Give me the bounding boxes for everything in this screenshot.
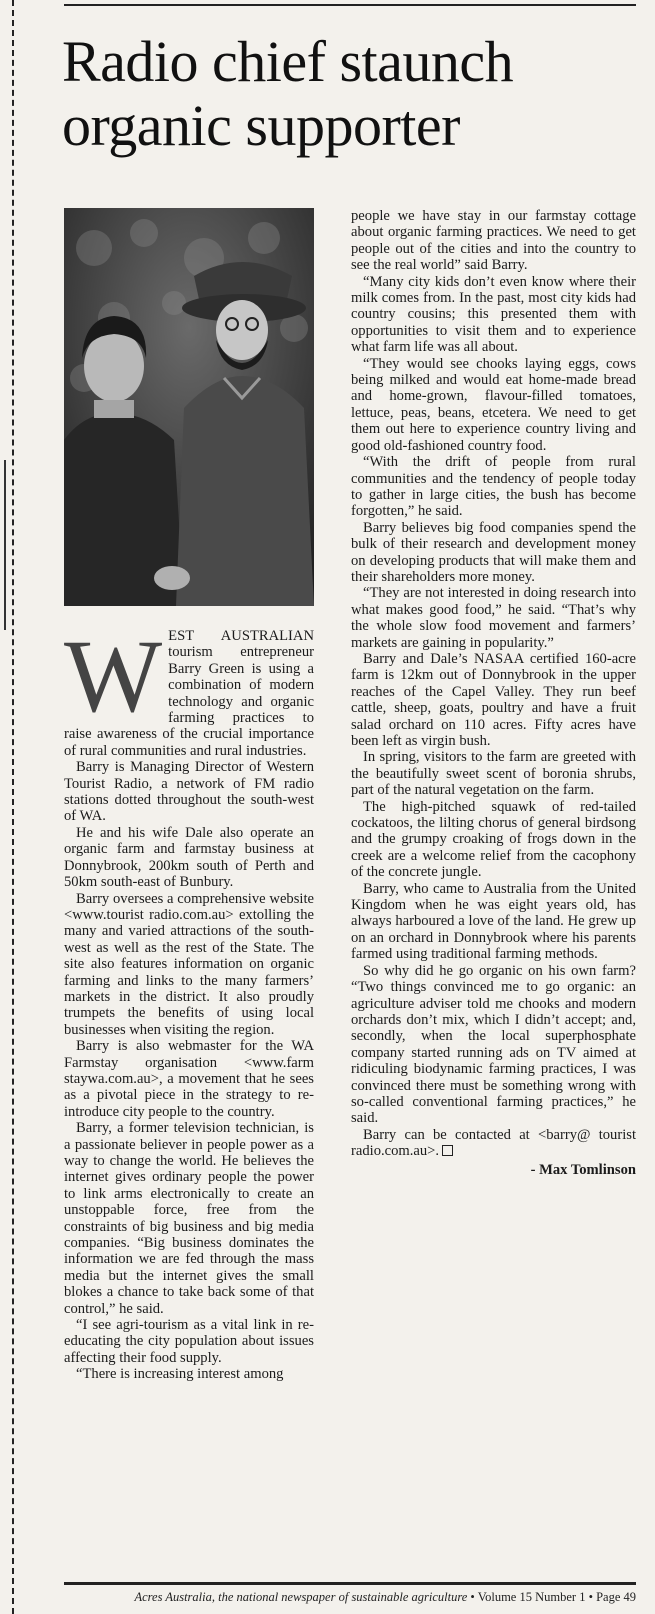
paragraph: “Many city kids don’t even know where their milk comes from. In the past, most city kids had country cousins; this presented them with opportunities to visit them and to experience what farm life was all about.: [351, 273, 636, 356]
paragraph: Barry and Dale’s NASAA certified 160-acre farm is 12km out of Donnybrook in the upper reaches of the Capel Valley. They run beef cattle, sheep, goats, poultry and have a fruit salad orchard on 110 acres. Fifty acres have been left as virgin bush.: [351, 650, 636, 749]
lead-text: EST AUSTRALIAN tourism entrepreneur Barry Green is using a combination of modern technology and organic farming practices to raise awareness of the crucial importance of rural communities and rural industries.: [64, 628, 314, 759]
headline: Radio chief staunch organic supporter: [62, 29, 514, 158]
bottom-rule: [64, 1582, 636, 1586]
paragraph: The high-pitched squawk of red-tailed cockatoos, the lilting chorus of general birdsong and the grumpy croaking of frogs down in the creek are a welcome relief from the cacophony of the concrete jungle.: [351, 798, 636, 881]
adjacent-page-column: [0, 460, 6, 630]
paragraph: In spring, visitors to the farm are greeted with the beautifully sweet scent of boronia shrubs, part of the natural vegetation on the farm.: [351, 749, 636, 799]
paragraph: Barry believes big food companies spend the bulk of their research and development money on developing products that will make them and their shareholders more money.: [351, 519, 636, 585]
byline: - Max Tomlinson: [530, 1161, 636, 1178]
paragraph: Barry is Managing Director of Western Tourist Radio, a network of FM radio stations dotted throughout the south-west of WA.: [64, 759, 314, 825]
paragraph: He and his wife Dale also operate an organic farm and farmstay business at Donnybrook, 200km south of Perth and 50km south-east of Bunbury.: [64, 824, 314, 891]
paragraph: “With the drift of people from rural communities and the tendency of people today to gather in large cities, the bush has become forgotten,” he said.: [351, 454, 636, 520]
paragraph: “They would see chooks laying eggs, cows being milked and would eat home-made bread and home-grown, flavour-filled tomatoes, lettuce, peas, beans, etcetera. We need to get them out here to experience country living and good old-fashioned country food.: [351, 355, 636, 454]
paragraph: So why did he go organic on his own farm? “Two things convinced me to go organic: an agriculture adviser told me chooks and modern orchards don’t mix, which I didn’t accept; and, secondly, when the local superphosphate company started running ads on TV aimed at ridiculing biodynamic farming practices, I was convinced there must be something wrong with so-called conventional farming practices,” he said.: [351, 962, 636, 1127]
contact-text: Barry can be contacted at <barry@ tourist radio.com.au>.: [351, 1126, 636, 1160]
lead-paragraph: [64, 619, 314, 759]
end-mark-icon: [442, 1145, 453, 1156]
top-rule: [64, 0, 636, 6]
paragraph: “I see agri-tourism as a vital link in re-educating the city population about issues affecting their food supply.: [64, 1317, 314, 1366]
adjacent-page-edge: [0, 0, 14, 1614]
photo-illustration: [64, 208, 314, 606]
publication-name: Acres Australia, the national newspaper of sustainable agriculture: [134, 1590, 468, 1604]
paragraph: [351, 1127, 636, 1160]
page-footer: [64, 1590, 636, 1605]
people-photo: [64, 208, 314, 606]
paragraph-continued: people we have stay in our farmstay cottage about organic farming practices. We need to get people out of the cities and into the country to see the real world” said Barry.: [351, 208, 636, 274]
paragraph: “There is increasing interest among: [76, 1366, 284, 1383]
issue-info: • Volume 15 Number 1 • Page 49: [467, 1590, 636, 1604]
paragraph: “They are not interested in doing research into what makes good food,” he said. “That’s why the whole slow food movement and farmers’ markets are gaining in popularity.”: [351, 585, 636, 651]
drop-cap: W: [64, 619, 163, 734]
article-column-right: [351, 208, 636, 1178]
paragraph: Barry, who came to Australia from the United Kingdom when he was eight years old, has always harboured a love of the land. He grew up on an orchard in Donnybrook where his parents farmed using traditional farming methods.: [351, 880, 636, 963]
paragraph: Barry oversees a comprehensive website <www.tourist radio.com.au> extolling the many and varied attractions of the south-west as well as the rest of the State. The site also features information on organic farming and links to the many farmers’ markets in the district. It also proudly trumpets the benefits of using local businesses when visiting the region.: [64, 890, 314, 1038]
paragraph: Barry, a former television technician, is a passionate believer in people power as a way to change the world. He believes the internet gives ordinary people the power to link arms electronically to create an unstoppable force, free from the constraints of big business and big media companies. “Big business dominates the information we are fed through the mass media but the internet gives the small blokes a chance to take back some of that control,” he said.: [64, 1120, 314, 1317]
paragraph: Barry is also webmaster for the WA Farmstay organisation <www.farm staywa.com.au>, a movement that he sees as a pivotal piece in the strategy to re-introduce city people to the country.: [64, 1038, 314, 1120]
article-column-left: [64, 619, 314, 1383]
